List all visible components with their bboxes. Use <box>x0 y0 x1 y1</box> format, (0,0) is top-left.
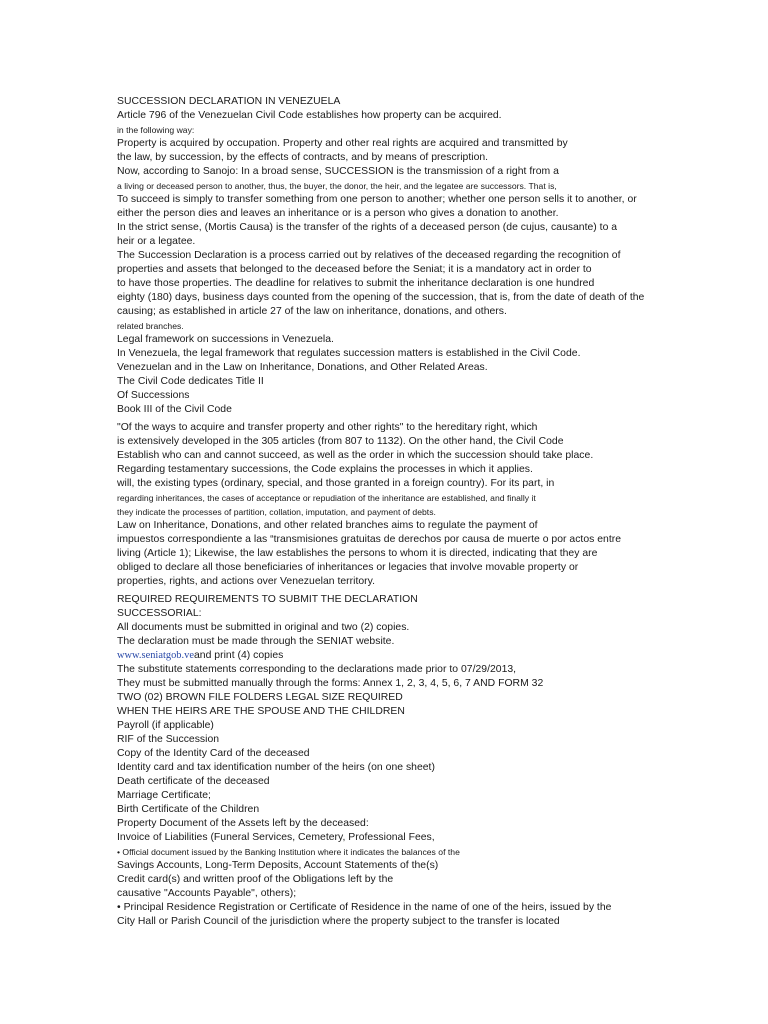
document-line: Article 796 of the Venezuelan Civil Code establishes how property can be acquired. <box>117 110 502 121</box>
document-line: Of Successions <box>117 390 190 401</box>
document-line: Now, according to Sanojo: In a broad sense, SUCCESSION is the transmission of a right from a <box>117 166 559 177</box>
document-line: The Succession Declaration is a process carried out by relatives of the deceased regarding the recognition of <box>117 250 621 261</box>
document-line: Copy of the Identity Card of the deceased <box>117 748 310 759</box>
document-line: causing; as established in article 27 of the law on inheritance, donations, and others. <box>117 306 507 317</box>
document-line: • Principal Residence Registration or Certificate of Residence in the name of one of the heirs, issued by the <box>117 902 612 913</box>
document-line: Law on Inheritance, Donations, and other related branches aims to regulate the payment of <box>117 520 538 531</box>
document-line: They must be submitted manually through the forms: Annex 1, 2, 3, 4, 5, 6, 7 AND FORM 32 <box>117 678 544 689</box>
document-line: Establish who can and cannot succeed, as well as the order in which the succession should take place. <box>117 450 594 461</box>
document-line-text: and print (4) copies <box>193 650 284 661</box>
document-line: The substitute statements corresponding to the declarations made prior to 07/29/2013, <box>117 664 517 675</box>
document-line: WHEN THE HEIRS ARE THE SPOUSE AND THE CHILDREN <box>117 706 405 717</box>
document-line: RIF of the Succession <box>117 734 220 745</box>
document-line: "Of the ways to acquire and transfer property and other rights" to the hereditary right, which <box>117 422 538 433</box>
document-line: properties and assets that belonged to the deceased before the Seniat; it is a mandatory act in order to <box>117 264 592 275</box>
document-line: Savings Accounts, Long-Term Deposits, Account Statements of the(s) <box>117 860 439 871</box>
document-line: impuestos correspondiente a las “transmisiones gratuitas de derechos por causa de muerte o por actos entre <box>117 534 622 545</box>
document-line: TWO (02) BROWN FILE FOLDERS LEGAL SIZE REQUIRED <box>117 692 403 703</box>
document-line: Invoice of Liabilities (Funeral Services, Cemetery, Professional Fees, <box>117 832 435 843</box>
document-line <box>117 649 677 663</box>
document-line: regarding inheritances, the cases of acceptance or repudiation of the inheritance are established, and finally it <box>117 493 536 503</box>
document-line: SUCCESSORIAL: <box>117 608 202 619</box>
document-line: City Hall or Parish Council of the jurisdiction where the property subject to the transfer is located <box>117 916 560 927</box>
document-body <box>117 95 677 929</box>
document-line: eighty (180) days, business days counted from the opening of the succession, that is, from the date of death of the <box>117 292 645 303</box>
document-line: • Official document issued by the Banking Institution where it indicates the balances of the <box>117 847 460 857</box>
document-line: in the following way: <box>117 125 195 135</box>
document-line: related branches. <box>117 321 184 331</box>
document-line: Property is acquired by occupation. Property and other real rights are acquired and transmitted by <box>117 138 568 149</box>
document-line: Property Document of the Assets left by the deceased: <box>117 818 369 829</box>
document-line: SUCCESSION DECLARATION IN VENEZUELA <box>117 96 341 107</box>
document-line: Legal framework on successions in Venezuela. <box>117 334 334 345</box>
document-line: Death certificate of the deceased <box>117 776 270 787</box>
document-line: Book III of the Civil Code <box>117 404 232 415</box>
document-line: Payroll (if applicable) <box>117 720 214 731</box>
document-line: is extensively developed in the 305 articles (from 807 to 1132). On the other hand, the Civil Code <box>117 436 564 447</box>
document-line: REQUIRED REQUIREMENTS TO SUBMIT THE DECLARATION <box>117 594 418 605</box>
document-line: living (Article 1); Likewise, the law establishes the persons to whom it is directed, indicating that they are <box>117 548 598 559</box>
document-line: they indicate the processes of partition, collation, imputation, and payment of debts. <box>117 507 436 517</box>
document-line: All documents must be submitted in original and two (2) copies. <box>117 622 410 633</box>
document-line: obliged to declare all those beneficiaries of inheritances or legacies that involve movable property or <box>117 562 579 573</box>
seniat-website-link[interactable]: www.seniatgob.ve <box>117 650 194 661</box>
document-line: Birth Certificate of the Children <box>117 804 260 815</box>
document-line: a living or deceased person to another, thus, the buyer, the donor, the heir, and the legatee are successors. That is, <box>117 181 557 191</box>
document-line: either the person dies and leaves an inheritance or is a person who gives a donation to another. <box>117 208 559 219</box>
document-line: to have those properties. The deadline for relatives to submit the inheritance declaration is one hundred <box>117 278 595 289</box>
document-line: will, the existing types (ordinary, special, and those granted in a foreign country). For its part, in <box>117 478 555 489</box>
document-line: the law, by succession, by the effects of contracts, and by means of prescription. <box>117 152 489 163</box>
document-line: properties, rights, and actions over Venezuelan territory. <box>117 576 375 587</box>
document-line: The Civil Code dedicates Title II <box>117 376 264 387</box>
document-line: Regarding testamentary successions, the Code explains the processes in which it applies. <box>117 464 533 475</box>
document-line: Credit card(s) and written proof of the Obligations left by the <box>117 874 394 885</box>
document-line: To succeed is simply to transfer something from one person to another; whether one person sells it to another, or <box>117 194 637 205</box>
document-line: heir or a legatee. <box>117 236 196 247</box>
document-line: Venezuelan and in the Law on Inheritance, Donations, and Other Related Areas. <box>117 362 488 373</box>
document-line: In the strict sense, (Mortis Causa) is the transfer of the rights of a deceased person (de cujus, causante) to a <box>117 222 618 233</box>
document-line: Identity card and tax identification number of the heirs (on one sheet) <box>117 762 435 773</box>
document-line: Marriage Certificate; <box>117 790 211 801</box>
document-line: causative "Accounts Payable", others); <box>117 888 297 899</box>
document-line: In Venezuela, the legal framework that regulates succession matters is established in the Civil Code. <box>117 348 581 359</box>
document-line: The declaration must be made through the SENIAT website. <box>117 636 395 647</box>
